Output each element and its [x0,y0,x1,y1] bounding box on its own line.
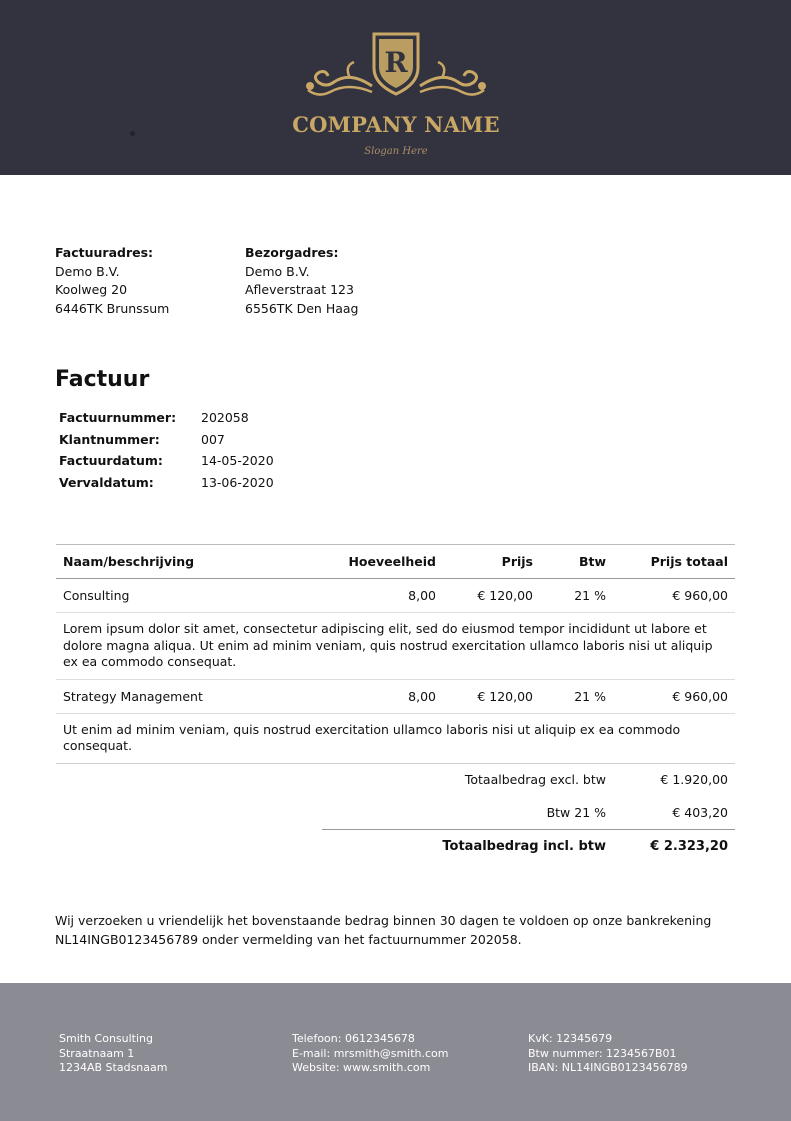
invoice-title: Factuur [55,367,150,392]
meta-row [59,453,274,475]
subtotal-value: € 1.920,00 [660,772,728,787]
invoice-footer [0,983,791,1121]
billing-address-line: Demo B.V. [55,263,120,279]
meta-label: Factuurdatum: [59,453,163,468]
item-description: Ut enim ad minim veniam, quis nostrud exercitation ullamco laboris nisi ut aliquip ex ea commodo consequat. [56,713,735,763]
header-vat: Btw [540,545,613,579]
footer-contact [292,1032,449,1076]
table-row-description [56,713,735,763]
delivery-address-line: Demo B.V. [245,263,310,279]
billing-address [55,244,245,318]
item-vat: 21 % [540,579,613,613]
meta-row [59,410,274,432]
delivery-address [245,244,435,318]
vat-label: Btw 21 % [546,805,606,820]
meta-value: 14-05-2020 [201,453,274,468]
subtotal-label: Totaalbedrag excl. btw [464,772,606,787]
footer-line: Straatnaam 1 [59,1046,135,1060]
table-row [56,579,735,613]
decorative-dot [130,131,135,136]
item-price: € 120,00 [443,679,540,713]
company-name: COMPANY NAME [292,112,500,137]
meta-value: 13-06-2020 [201,474,274,490]
footer-line: Btw nummer: 1234567B01 [528,1046,677,1060]
meta-label: Klantnummer: [59,431,160,447]
item-name: Strategy Management [56,679,304,713]
grand-total-label: Totaalbedrag incl. btw [442,838,606,854]
vat-value: € 403,20 [672,805,728,820]
item-total: € 960,00 [613,579,735,613]
invoice-meta [59,410,274,496]
grand-total-row [322,829,735,862]
delivery-address-line: Afleverstraat 123 [245,282,354,297]
meta-value: 202058 [201,410,249,425]
table-row-description [56,613,735,680]
billing-address-label: Factuuradres: [55,245,154,260]
header-price: Prijs [443,545,540,579]
item-qty: 8,00 [304,679,443,713]
item-name: Consulting [56,579,304,613]
crest-icon [290,26,502,116]
delivery-address-label: Bezorgadres: [245,245,339,260]
footer-line: Website: www.smith.com [292,1061,431,1074]
totals-section [322,763,735,862]
header-name: Naam/beschrijving [56,545,304,579]
delivery-address-line: 6556TK Den Haag [245,300,359,316]
billing-address-line: Koolweg 20 [55,282,128,297]
footer-line: 1234AB Stadsnaam [59,1061,168,1074]
item-qty: 8,00 [304,579,443,613]
meta-row [59,475,274,497]
footer-company [59,1032,167,1076]
header-total: Prijs totaal [613,545,735,579]
footer-line: Smith Consulting [59,1032,153,1045]
billing-address-line: 6446TK Brunssum [55,300,170,316]
company-logo [290,26,502,166]
footer-line: Telefoon: 0612345678 [292,1032,415,1045]
meta-value: 007 [201,431,225,447]
svg-text:R: R [384,46,408,79]
vat-row [322,796,735,829]
footer-line: KvK: 12345679 [528,1032,613,1045]
meta-row [59,432,274,454]
meta-label: Vervaldatum: [59,474,154,490]
header-qty: Hoeveelheid [304,545,443,579]
company-slogan: Slogan Here [364,146,428,157]
footer-line: IBAN: NL14INGB0123456789 [528,1061,688,1074]
subtotal-row [322,763,735,796]
item-total: € 960,00 [613,679,735,713]
line-items-table [56,544,735,764]
footer-registration [528,1032,688,1076]
item-price: € 120,00 [443,579,540,613]
payment-note: Wij verzoeken u vriendelijk het bovenstaande bedrag binnen 30 dagen te voldoen op onze bankrekening NL14INGB0123456789 onder vermelding van het factuurnummer 202058. [55,913,712,947]
grand-total-value: € 2.323,20 [650,838,728,854]
table-header-row [56,545,735,579]
footer-line: E-mail: mrsmith@smith.com [292,1046,449,1060]
item-vat: 21 % [540,679,613,713]
table-row [56,679,735,713]
item-description: Lorem ipsum dolor sit amet, consectetur adipiscing elit, sed do eiusmod tempor incididunt ut labore et dolore magna aliqua. Ut enim ad minim veniam, quis nostrud exercitation ullamco laboris nisi ut aliquip ex ea commodo consequat. [56,613,735,680]
meta-label: Factuurnummer: [59,410,177,425]
invoice-header [0,0,791,175]
